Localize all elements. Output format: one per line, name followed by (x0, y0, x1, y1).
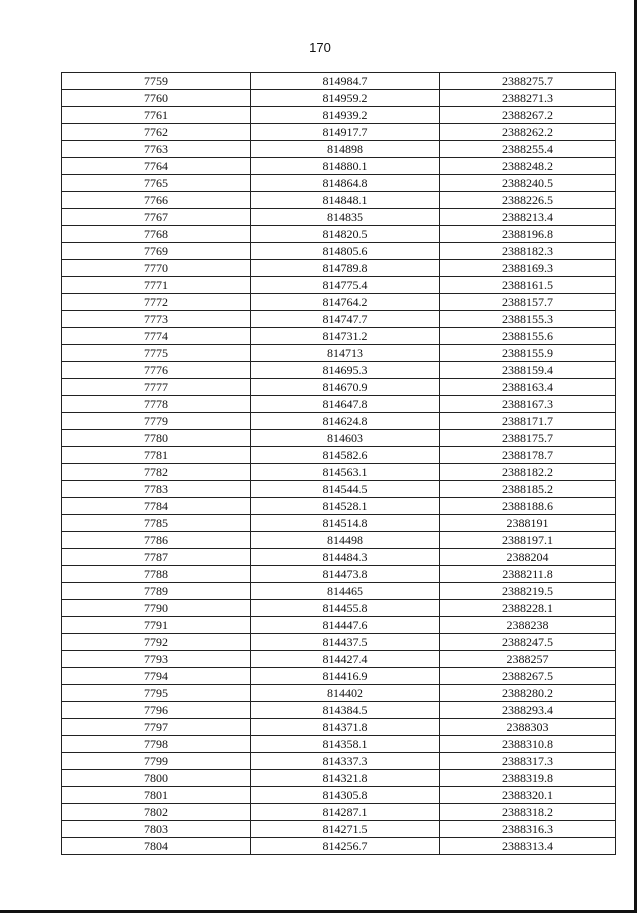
table-row (62, 260, 616, 277)
y-coordinate-cell: 2388167.3 (440, 396, 616, 413)
table-row (62, 787, 616, 804)
table-row (62, 515, 616, 532)
y-coordinate-cell: 2388169.3 (440, 260, 616, 277)
table-row (62, 158, 616, 175)
table-row (62, 124, 616, 141)
y-coordinate-cell: 2388316.3 (440, 821, 616, 838)
y-coordinate-cell: 2388155.9 (440, 345, 616, 362)
x-coordinate-cell: 814959.2 (251, 90, 440, 107)
point-id-cell: 7802 (62, 804, 251, 821)
y-coordinate-cell: 2388247.5 (440, 634, 616, 651)
x-coordinate-cell: 814371.8 (251, 719, 440, 736)
point-id-cell: 7790 (62, 600, 251, 617)
table-row (62, 362, 616, 379)
table-row (62, 311, 616, 328)
table-row (62, 651, 616, 668)
table-row (62, 447, 616, 464)
x-coordinate-cell: 814498 (251, 532, 440, 549)
y-coordinate-cell: 2388303 (440, 719, 616, 736)
x-coordinate-cell: 814358.1 (251, 736, 440, 753)
table-row (62, 328, 616, 345)
table-row (62, 277, 616, 294)
x-coordinate-cell: 814939.2 (251, 107, 440, 124)
x-coordinate-cell: 814917.7 (251, 124, 440, 141)
x-coordinate-cell: 814402 (251, 685, 440, 702)
point-id-cell: 7788 (62, 566, 251, 583)
point-id-cell: 7797 (62, 719, 251, 736)
point-id-cell: 7764 (62, 158, 251, 175)
point-id-cell: 7778 (62, 396, 251, 413)
y-coordinate-cell: 2388275.7 (440, 73, 616, 90)
y-coordinate-cell: 2388163.4 (440, 379, 616, 396)
y-coordinate-cell: 2388280.2 (440, 685, 616, 702)
point-id-cell: 7773 (62, 311, 251, 328)
x-coordinate-cell: 814603 (251, 430, 440, 447)
table-row (62, 685, 616, 702)
table-row (62, 736, 616, 753)
point-id-cell: 7767 (62, 209, 251, 226)
table-row (62, 702, 616, 719)
point-id-cell: 7792 (62, 634, 251, 651)
y-coordinate-cell: 2388191 (440, 515, 616, 532)
table-row (62, 141, 616, 158)
table-row (62, 413, 616, 430)
x-coordinate-cell: 814747.7 (251, 311, 440, 328)
x-coordinate-cell: 814287.1 (251, 804, 440, 821)
x-coordinate-cell: 814789.8 (251, 260, 440, 277)
y-coordinate-cell: 2388255.4 (440, 141, 616, 158)
x-coordinate-cell: 814544.5 (251, 481, 440, 498)
x-coordinate-cell: 814473.8 (251, 566, 440, 583)
x-coordinate-cell: 814984.7 (251, 73, 440, 90)
y-coordinate-cell: 2388293.4 (440, 702, 616, 719)
point-id-cell: 7761 (62, 107, 251, 124)
y-coordinate-cell: 2388228.1 (440, 600, 616, 617)
table-row (62, 532, 616, 549)
x-coordinate-cell: 814764.2 (251, 294, 440, 311)
point-id-cell: 7779 (62, 413, 251, 430)
x-coordinate-cell: 814864.8 (251, 175, 440, 192)
point-id-cell: 7799 (62, 753, 251, 770)
x-coordinate-cell: 814271.5 (251, 821, 440, 838)
table-row (62, 617, 616, 634)
point-id-cell: 7801 (62, 787, 251, 804)
table-row (62, 379, 616, 396)
point-id-cell: 7760 (62, 90, 251, 107)
table-row (62, 396, 616, 413)
y-coordinate-cell: 2388240.5 (440, 175, 616, 192)
y-coordinate-cell: 2388211.8 (440, 566, 616, 583)
point-id-cell: 7759 (62, 73, 251, 90)
point-id-cell: 7798 (62, 736, 251, 753)
point-id-cell: 7777 (62, 379, 251, 396)
point-id-cell: 7803 (62, 821, 251, 838)
point-id-cell: 7785 (62, 515, 251, 532)
y-coordinate-cell: 2388310.8 (440, 736, 616, 753)
x-coordinate-cell: 814624.8 (251, 413, 440, 430)
y-coordinate-cell: 2388271.3 (440, 90, 616, 107)
point-id-cell: 7794 (62, 668, 251, 685)
x-coordinate-cell: 814775.4 (251, 277, 440, 294)
y-coordinate-cell: 2388226.5 (440, 192, 616, 209)
point-id-cell: 7780 (62, 430, 251, 447)
table-row (62, 668, 616, 685)
y-coordinate-cell: 2388196.8 (440, 226, 616, 243)
point-id-cell: 7770 (62, 260, 251, 277)
table-row (62, 192, 616, 209)
x-coordinate-cell: 814321.8 (251, 770, 440, 787)
y-coordinate-cell: 2388262.2 (440, 124, 616, 141)
point-id-cell: 7783 (62, 481, 251, 498)
point-id-cell: 7766 (62, 192, 251, 209)
table-row (62, 770, 616, 787)
y-coordinate-cell: 2388317.3 (440, 753, 616, 770)
y-coordinate-cell: 2388161.5 (440, 277, 616, 294)
table-row (62, 90, 616, 107)
point-id-cell: 7776 (62, 362, 251, 379)
y-coordinate-cell: 2388155.6 (440, 328, 616, 345)
x-coordinate-cell: 814305.8 (251, 787, 440, 804)
x-coordinate-cell: 814427.4 (251, 651, 440, 668)
y-coordinate-cell: 2388204 (440, 549, 616, 566)
point-id-cell: 7796 (62, 702, 251, 719)
point-id-cell: 7769 (62, 243, 251, 260)
x-coordinate-cell: 814455.8 (251, 600, 440, 617)
x-coordinate-cell: 814563.1 (251, 464, 440, 481)
x-coordinate-cell: 814582.6 (251, 447, 440, 464)
x-coordinate-cell: 814695.3 (251, 362, 440, 379)
point-id-cell: 7762 (62, 124, 251, 141)
point-id-cell: 7774 (62, 328, 251, 345)
y-coordinate-cell: 2388248.2 (440, 158, 616, 175)
table-row (62, 345, 616, 362)
point-id-cell: 7765 (62, 175, 251, 192)
y-coordinate-cell: 2388157.7 (440, 294, 616, 311)
table-row (62, 481, 616, 498)
table-row (62, 634, 616, 651)
x-coordinate-cell: 814898 (251, 141, 440, 158)
table-row (62, 804, 616, 821)
point-id-cell: 7787 (62, 549, 251, 566)
point-id-cell: 7782 (62, 464, 251, 481)
y-coordinate-cell: 2388155.3 (440, 311, 616, 328)
point-id-cell: 7793 (62, 651, 251, 668)
table-row (62, 175, 616, 192)
y-coordinate-cell: 2388319.8 (440, 770, 616, 787)
table-row (62, 226, 616, 243)
x-coordinate-cell: 814731.2 (251, 328, 440, 345)
y-coordinate-cell: 2388238 (440, 617, 616, 634)
x-coordinate-cell: 814528.1 (251, 498, 440, 515)
y-coordinate-cell: 2388267.5 (440, 668, 616, 685)
y-coordinate-cell: 2388213.4 (440, 209, 616, 226)
table-row (62, 821, 616, 838)
point-id-cell: 7775 (62, 345, 251, 362)
table-row (62, 566, 616, 583)
y-coordinate-cell: 2388197.1 (440, 532, 616, 549)
y-coordinate-cell: 2388188.6 (440, 498, 616, 515)
x-coordinate-cell: 814713 (251, 345, 440, 362)
y-coordinate-cell: 2388182.2 (440, 464, 616, 481)
y-coordinate-cell: 2388171.7 (440, 413, 616, 430)
table-row (62, 294, 616, 311)
y-coordinate-cell: 2388182.3 (440, 243, 616, 260)
point-id-cell: 7768 (62, 226, 251, 243)
point-id-cell: 7789 (62, 583, 251, 600)
page-number: 170 (309, 40, 331, 55)
y-coordinate-cell: 2388175.7 (440, 430, 616, 447)
y-coordinate-cell: 2388267.2 (440, 107, 616, 124)
table-row (62, 549, 616, 566)
y-coordinate-cell: 2388257 (440, 651, 616, 668)
y-coordinate-cell: 2388219.5 (440, 583, 616, 600)
x-coordinate-cell: 814805.6 (251, 243, 440, 260)
x-coordinate-cell: 814337.3 (251, 753, 440, 770)
table-row (62, 753, 616, 770)
point-id-cell: 7781 (62, 447, 251, 464)
point-id-cell: 7804 (62, 838, 251, 855)
table-row (62, 107, 616, 124)
table-row (62, 583, 616, 600)
x-coordinate-cell: 814465 (251, 583, 440, 600)
table-row (62, 209, 616, 226)
x-coordinate-cell: 814484.3 (251, 549, 440, 566)
point-id-cell: 7771 (62, 277, 251, 294)
x-coordinate-cell: 814384.5 (251, 702, 440, 719)
x-coordinate-cell: 814256.7 (251, 838, 440, 855)
x-coordinate-cell: 814437.5 (251, 634, 440, 651)
x-coordinate-cell: 814670.9 (251, 379, 440, 396)
point-id-cell: 7772 (62, 294, 251, 311)
y-coordinate-cell: 2388185.2 (440, 481, 616, 498)
table-row (62, 430, 616, 447)
y-coordinate-cell: 2388178.7 (440, 447, 616, 464)
x-coordinate-cell: 814447.6 (251, 617, 440, 634)
point-id-cell: 7795 (62, 685, 251, 702)
y-coordinate-cell: 2388320.1 (440, 787, 616, 804)
y-coordinate-cell: 2388318.2 (440, 804, 616, 821)
y-coordinate-cell: 2388313.4 (440, 838, 616, 855)
table-row (62, 719, 616, 736)
table-row (62, 600, 616, 617)
y-coordinate-cell: 2388159.4 (440, 362, 616, 379)
x-coordinate-cell: 814647.8 (251, 396, 440, 413)
coordinates-table-body (62, 73, 616, 855)
x-coordinate-cell: 814880.1 (251, 158, 440, 175)
x-coordinate-cell: 814820.5 (251, 226, 440, 243)
table-row (62, 838, 616, 855)
x-coordinate-cell: 814848.1 (251, 192, 440, 209)
x-coordinate-cell: 814835 (251, 209, 440, 226)
coordinates-table (61, 72, 616, 855)
point-id-cell: 7786 (62, 532, 251, 549)
point-id-cell: 7784 (62, 498, 251, 515)
point-id-cell: 7791 (62, 617, 251, 634)
table-row (62, 464, 616, 481)
x-coordinate-cell: 814514.8 (251, 515, 440, 532)
table-row (62, 498, 616, 515)
point-id-cell: 7800 (62, 770, 251, 787)
x-coordinate-cell: 814416.9 (251, 668, 440, 685)
table-row (62, 73, 616, 90)
table-row (62, 243, 616, 260)
point-id-cell: 7763 (62, 141, 251, 158)
